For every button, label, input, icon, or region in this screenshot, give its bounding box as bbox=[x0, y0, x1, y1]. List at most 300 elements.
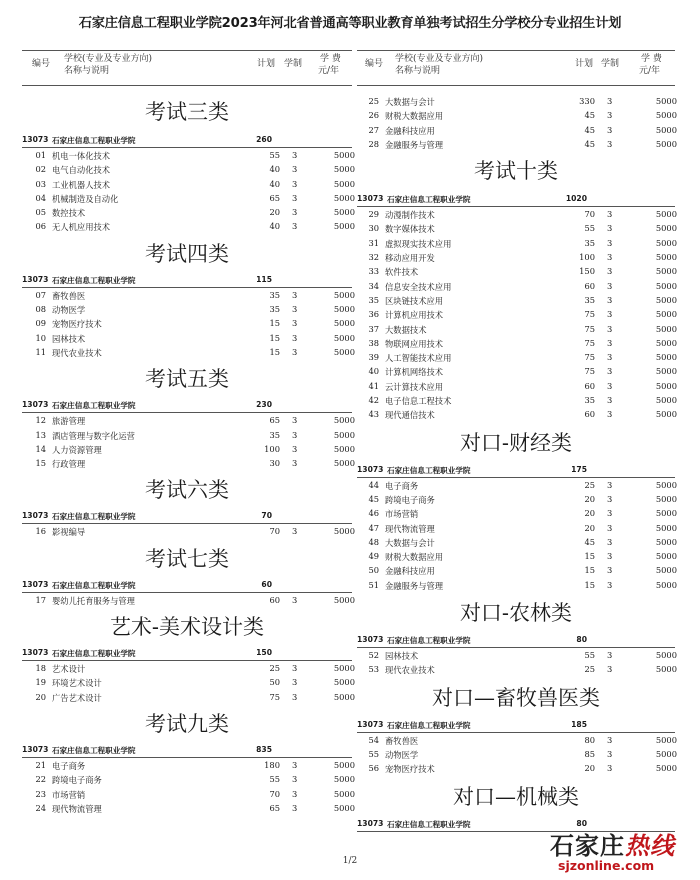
category-section bbox=[22, 543, 355, 607]
school-name: 石家庄信息工程职业学院 bbox=[52, 275, 136, 285]
row-years: 3 bbox=[607, 124, 613, 135]
row-plan: 60 bbox=[584, 380, 595, 391]
row-major-name: 大数据与会计 bbox=[385, 97, 435, 107]
row-fee: 5000 bbox=[333, 304, 355, 315]
row-number: 33 bbox=[368, 266, 379, 277]
row-number: 31 bbox=[368, 237, 379, 248]
row-fee: 5000 bbox=[655, 579, 677, 590]
table-row bbox=[22, 428, 355, 442]
row-years: 3 bbox=[607, 366, 613, 377]
category-title: 考试四类 bbox=[145, 241, 229, 266]
table-row bbox=[357, 733, 675, 747]
row-major-name: 婴幼儿托育服务与管理 bbox=[52, 595, 135, 606]
row-years: 3 bbox=[292, 594, 298, 605]
continuation-rows bbox=[357, 94, 675, 151]
category-section bbox=[22, 94, 355, 234]
row-plan: 45 bbox=[584, 536, 595, 547]
school-total: 70 bbox=[261, 511, 272, 521]
row-major-name: 动物医学 bbox=[385, 749, 419, 760]
table-row bbox=[22, 162, 355, 176]
row-years: 3 bbox=[607, 409, 613, 420]
row-plan: 180 bbox=[264, 759, 280, 770]
row-major-name: 软件技术 bbox=[385, 267, 419, 278]
row-plan: 15 bbox=[269, 332, 280, 343]
school-name: 石家庄信息工程职业学院 bbox=[52, 136, 136, 145]
row-major-name: 宠物医疗技术 bbox=[385, 764, 435, 775]
row-number: 04 bbox=[35, 192, 46, 203]
category-section bbox=[357, 681, 675, 776]
row-number: 25 bbox=[368, 96, 379, 106]
row-major-name: 人工智能技术应用 bbox=[385, 353, 452, 364]
row-years: 3 bbox=[292, 415, 298, 426]
row-plan: 70 bbox=[269, 788, 280, 799]
row-plan: 75 bbox=[584, 352, 595, 363]
school-total: 230 bbox=[256, 400, 272, 410]
row-plan: 35 bbox=[584, 237, 595, 248]
row-fee: 5000 bbox=[655, 479, 677, 490]
table-row bbox=[22, 288, 355, 302]
row-years: 3 bbox=[292, 429, 298, 440]
row-years: 3 bbox=[292, 164, 298, 175]
row-number: 40 bbox=[368, 366, 379, 377]
row-major-name: 畜牧兽医 bbox=[385, 735, 419, 746]
row-number: 41 bbox=[368, 380, 379, 391]
table-row bbox=[357, 336, 675, 350]
row-fee: 5000 bbox=[655, 309, 677, 320]
row-years: 3 bbox=[292, 304, 298, 315]
category-title: 考试十类 bbox=[474, 159, 558, 184]
school-total: 175 bbox=[571, 464, 587, 474]
school-total: 115 bbox=[256, 274, 272, 284]
row-major-name: 现代通信技术 bbox=[385, 410, 435, 421]
row-years: 3 bbox=[607, 536, 613, 547]
school-name: 石家庄信息工程职业学院 bbox=[52, 649, 136, 659]
row-major-name: 电子信息工程技术 bbox=[385, 396, 452, 407]
row-years: 3 bbox=[292, 526, 298, 537]
header-school-line2: 名称与说明 bbox=[395, 66, 441, 76]
table-row bbox=[357, 279, 675, 293]
row-fee: 5000 bbox=[333, 178, 355, 189]
school-code: 13073 bbox=[357, 194, 384, 204]
row-major-name: 金融服务与管理 bbox=[385, 139, 444, 150]
row-plan: 75 bbox=[584, 366, 595, 377]
row-major-name: 电子商务 bbox=[52, 760, 86, 771]
school-code: 13073 bbox=[357, 635, 384, 645]
row-plan: 150 bbox=[579, 266, 595, 277]
row-major-name: 工业机器人技术 bbox=[52, 179, 111, 190]
row-plan: 330 bbox=[579, 96, 595, 106]
row-major-name: 金融科技应用 bbox=[385, 566, 435, 577]
row-fee: 5000 bbox=[655, 522, 677, 533]
row-plan: 20 bbox=[584, 522, 595, 533]
row-number: 39 bbox=[368, 352, 379, 363]
row-plan: 40 bbox=[269, 164, 280, 175]
row-plan: 85 bbox=[584, 748, 595, 759]
row-years: 3 bbox=[607, 96, 613, 106]
row-number: 53 bbox=[368, 664, 379, 675]
row-years: 3 bbox=[292, 774, 298, 785]
school-name: 石家庄信息工程职业学院 bbox=[387, 465, 471, 475]
row-number: 16 bbox=[35, 526, 46, 537]
school-code: 13073 bbox=[22, 579, 49, 589]
table-row bbox=[22, 316, 355, 330]
table-header-right bbox=[357, 50, 675, 86]
row-years: 3 bbox=[607, 223, 613, 234]
row-plan: 25 bbox=[269, 663, 280, 674]
category-title: 艺术-美术设计类 bbox=[109, 615, 265, 640]
row-fee: 5000 bbox=[333, 429, 355, 440]
row-years: 3 bbox=[292, 802, 298, 813]
row-major-name: 区块链技术应用 bbox=[385, 295, 444, 306]
school-code: 13073 bbox=[22, 648, 49, 658]
row-number: 09 bbox=[35, 318, 46, 329]
row-plan: 65 bbox=[269, 415, 280, 426]
category-title: 考试九类 bbox=[145, 711, 229, 736]
row-fee: 5000 bbox=[333, 526, 355, 537]
header-years: 学制 bbox=[601, 59, 620, 69]
row-years: 3 bbox=[292, 677, 298, 688]
row-plan: 55 bbox=[584, 650, 595, 661]
table-row bbox=[357, 407, 675, 421]
row-plan: 70 bbox=[584, 209, 595, 220]
header-fee-line1: 学 费 bbox=[320, 54, 341, 64]
row-plan: 100 bbox=[579, 252, 595, 263]
row-major-name: 电子商务 bbox=[385, 480, 419, 491]
school-name: 石家庄信息工程职业学院 bbox=[52, 580, 136, 590]
table-row bbox=[22, 456, 355, 470]
row-number: 07 bbox=[35, 289, 46, 300]
table-row bbox=[357, 293, 675, 307]
row-years: 3 bbox=[607, 294, 613, 305]
table-row bbox=[357, 393, 675, 407]
row-years: 3 bbox=[292, 150, 298, 160]
right-column bbox=[357, 50, 675, 832]
school-code: 13073 bbox=[22, 400, 49, 410]
row-major-name: 行政管理 bbox=[52, 459, 86, 470]
row-fee: 5000 bbox=[655, 237, 677, 248]
row-fee: 5000 bbox=[655, 138, 677, 149]
row-number: 55 bbox=[368, 748, 379, 759]
table-header-left bbox=[22, 50, 352, 86]
row-major-name: 动漫制作技术 bbox=[385, 210, 435, 221]
row-years: 3 bbox=[607, 579, 613, 590]
row-number: 20 bbox=[35, 691, 46, 702]
row-number: 48 bbox=[368, 536, 379, 547]
row-major-name: 畜牧兽医 bbox=[52, 290, 86, 301]
table-row bbox=[357, 761, 675, 775]
category-title: 对口—畜牧兽医类 bbox=[432, 685, 600, 710]
row-number: 36 bbox=[368, 309, 379, 320]
row-major-name: 跨境电子商务 bbox=[385, 494, 435, 505]
row-major-name: 市场营销 bbox=[52, 789, 86, 800]
row-plan: 30 bbox=[269, 458, 280, 469]
row-number: 49 bbox=[368, 551, 379, 562]
table-row bbox=[357, 364, 675, 378]
row-plan: 75 bbox=[269, 691, 280, 702]
row-plan: 20 bbox=[584, 508, 595, 519]
row-years: 3 bbox=[292, 221, 298, 232]
row-fee: 5000 bbox=[655, 209, 677, 220]
row-number: 08 bbox=[35, 304, 46, 315]
table-row bbox=[357, 747, 675, 761]
table-row bbox=[22, 690, 355, 704]
row-number: 03 bbox=[35, 178, 46, 189]
row-major-name: 大数据技术 bbox=[385, 324, 427, 335]
row-number: 56 bbox=[368, 763, 379, 774]
row-fee: 5000 bbox=[655, 734, 677, 745]
category-section bbox=[22, 708, 355, 815]
row-major-name: 数控技术 bbox=[52, 208, 86, 219]
row-number: 51 bbox=[368, 579, 379, 590]
row-fee: 5000 bbox=[333, 759, 355, 770]
row-major-name: 广告艺术设计 bbox=[52, 692, 102, 703]
category-title: 考试七类 bbox=[145, 546, 229, 571]
row-major-name: 虚拟现实技术应用 bbox=[385, 238, 452, 249]
row-fee: 5000 bbox=[333, 594, 355, 605]
row-number: 35 bbox=[368, 294, 379, 305]
watermark-logo-red: 热线 bbox=[625, 832, 675, 860]
school-row bbox=[357, 719, 675, 733]
school-code: 13073 bbox=[22, 511, 49, 521]
school-total: 1020 bbox=[565, 194, 587, 204]
row-number: 17 bbox=[35, 594, 46, 605]
row-plan: 15 bbox=[584, 565, 595, 576]
row-fee: 5000 bbox=[655, 223, 677, 234]
row-plan: 60 bbox=[269, 594, 280, 605]
row-fee: 5000 bbox=[333, 691, 355, 702]
header-fee-line2: 元/年 bbox=[318, 66, 340, 76]
row-years: 3 bbox=[292, 332, 298, 343]
row-plan: 60 bbox=[584, 280, 595, 291]
row-plan: 35 bbox=[269, 429, 280, 440]
row-number: 10 bbox=[35, 332, 46, 343]
row-number: 14 bbox=[35, 443, 46, 454]
row-fee: 5000 bbox=[655, 565, 677, 576]
table-row bbox=[357, 521, 675, 535]
school-total: 80 bbox=[576, 818, 587, 828]
row-fee: 5000 bbox=[333, 788, 355, 799]
row-plan: 80 bbox=[584, 734, 595, 745]
row-fee: 5000 bbox=[655, 110, 677, 121]
row-number: 12 bbox=[35, 415, 46, 426]
row-years: 3 bbox=[607, 309, 613, 320]
row-fee: 5000 bbox=[655, 266, 677, 277]
school-row bbox=[22, 134, 352, 148]
row-fee: 5000 bbox=[655, 493, 677, 504]
row-major-name: 酒店管理与数字化运营 bbox=[52, 430, 135, 441]
school-name: 石家庄信息工程职业学院 bbox=[387, 720, 471, 730]
row-number: 18 bbox=[35, 663, 46, 674]
category-section bbox=[357, 596, 675, 677]
row-plan: 55 bbox=[269, 774, 280, 785]
row-years: 3 bbox=[607, 763, 613, 774]
school-total: 60 bbox=[261, 579, 272, 589]
row-years: 3 bbox=[292, 759, 298, 770]
category-title: 考试六类 bbox=[145, 478, 229, 503]
row-number: 42 bbox=[368, 395, 379, 406]
row-major-name: 跨境电子商务 bbox=[52, 775, 102, 786]
row-fee: 5000 bbox=[655, 124, 677, 135]
table-row bbox=[357, 648, 675, 662]
row-fee: 5000 bbox=[655, 763, 677, 774]
row-number: 54 bbox=[368, 734, 379, 745]
watermark-url: sjzonline.com bbox=[558, 858, 655, 873]
row-years: 3 bbox=[607, 110, 613, 121]
table-row bbox=[22, 345, 355, 359]
row-fee: 5000 bbox=[333, 415, 355, 426]
row-major-name: 财税大数据应用 bbox=[385, 111, 444, 122]
table-row bbox=[22, 331, 355, 345]
row-major-name: 旅游管理 bbox=[52, 416, 86, 427]
table-row bbox=[357, 264, 675, 278]
school-code: 13073 bbox=[357, 818, 384, 828]
row-major-name: 现代物流管理 bbox=[385, 523, 435, 534]
row-plan: 20 bbox=[269, 207, 280, 218]
row-years: 3 bbox=[292, 443, 298, 454]
row-fee: 5000 bbox=[333, 289, 355, 300]
row-plan: 25 bbox=[584, 479, 595, 490]
row-fee: 5000 bbox=[333, 221, 355, 232]
row-plan: 100 bbox=[264, 443, 280, 454]
row-fee: 5000 bbox=[333, 677, 355, 688]
row-plan: 20 bbox=[584, 763, 595, 774]
table-row bbox=[357, 322, 675, 336]
row-major-name: 机械制造及自动化 bbox=[52, 193, 119, 204]
row-number: 01 bbox=[35, 150, 46, 160]
header-no: 编号 bbox=[32, 59, 51, 69]
row-plan: 25 bbox=[584, 664, 595, 675]
row-number: 37 bbox=[368, 323, 379, 334]
row-plan: 65 bbox=[269, 192, 280, 203]
school-row bbox=[22, 744, 352, 758]
row-fee: 5000 bbox=[655, 280, 677, 291]
table-row bbox=[357, 492, 675, 506]
table-row bbox=[22, 219, 355, 233]
row-plan: 75 bbox=[584, 323, 595, 334]
row-number: 23 bbox=[35, 788, 46, 799]
row-number: 11 bbox=[35, 346, 46, 357]
row-years: 3 bbox=[607, 252, 613, 263]
school-name: 石家庄信息工程职业学院 bbox=[387, 636, 471, 646]
row-number: 44 bbox=[368, 479, 379, 490]
table-row bbox=[22, 801, 355, 815]
category-title: 对口—机械类 bbox=[453, 784, 579, 809]
row-major-name: 数字媒体技术 bbox=[385, 224, 435, 235]
row-plan: 15 bbox=[269, 346, 280, 357]
row-number: 50 bbox=[368, 565, 379, 576]
right-body bbox=[357, 94, 675, 832]
table-row bbox=[357, 662, 675, 676]
row-years: 3 bbox=[607, 280, 613, 291]
row-plan: 15 bbox=[269, 318, 280, 329]
row-number: 45 bbox=[368, 493, 379, 504]
row-years: 3 bbox=[292, 691, 298, 702]
row-fee: 5000 bbox=[655, 96, 677, 106]
table-row bbox=[22, 205, 355, 219]
table-row bbox=[357, 123, 675, 137]
table-row bbox=[357, 478, 675, 492]
school-row bbox=[22, 399, 352, 413]
school-row bbox=[22, 647, 352, 661]
row-number: 27 bbox=[368, 124, 379, 135]
table-row bbox=[357, 535, 675, 549]
category-section bbox=[357, 426, 675, 592]
row-plan: 65 bbox=[269, 802, 280, 813]
row-major-name: 计算机网络技术 bbox=[385, 367, 444, 378]
category-title: 对口-财经类 bbox=[459, 430, 573, 455]
row-fee: 5000 bbox=[655, 337, 677, 348]
row-fee: 5000 bbox=[655, 664, 677, 675]
school-total: 835 bbox=[256, 744, 272, 754]
school-row bbox=[357, 634, 675, 648]
row-fee: 5000 bbox=[655, 536, 677, 547]
table-row bbox=[357, 94, 675, 108]
row-major-name: 物联网应用技术 bbox=[385, 338, 444, 349]
row-number: 46 bbox=[368, 508, 379, 519]
row-fee: 5000 bbox=[655, 252, 677, 263]
category-section bbox=[22, 611, 355, 704]
row-number: 02 bbox=[35, 164, 46, 175]
row-fee: 5000 bbox=[655, 395, 677, 406]
row-plan: 45 bbox=[584, 138, 595, 149]
row-number: 06 bbox=[35, 221, 46, 232]
row-fee: 5000 bbox=[655, 650, 677, 661]
category-section bbox=[357, 780, 675, 832]
row-number: 19 bbox=[35, 677, 46, 688]
table-row bbox=[357, 350, 675, 364]
table-row bbox=[22, 442, 355, 456]
row-plan: 40 bbox=[269, 221, 280, 232]
row-number: 38 bbox=[368, 337, 379, 348]
school-row bbox=[22, 274, 352, 288]
row-plan: 40 bbox=[269, 178, 280, 189]
row-fee: 5000 bbox=[333, 663, 355, 674]
watermark-logo-dark: 石家庄 bbox=[550, 832, 625, 860]
row-major-name: 宠物医疗技术 bbox=[52, 319, 102, 330]
page-number: 1/2 bbox=[342, 856, 358, 866]
row-years: 3 bbox=[607, 748, 613, 759]
row-fee: 5000 bbox=[655, 551, 677, 562]
table-row bbox=[22, 302, 355, 316]
row-major-name: 艺术设计 bbox=[52, 664, 86, 675]
row-fee: 5000 bbox=[655, 294, 677, 305]
table-row bbox=[357, 549, 675, 563]
row-number: 24 bbox=[35, 802, 46, 813]
school-row bbox=[357, 464, 675, 478]
row-years: 3 bbox=[292, 192, 298, 203]
row-years: 3 bbox=[607, 551, 613, 562]
category-section bbox=[22, 363, 355, 470]
row-plan: 55 bbox=[584, 223, 595, 234]
table-row bbox=[357, 563, 675, 577]
row-years: 3 bbox=[607, 138, 613, 149]
row-years: 3 bbox=[292, 289, 298, 300]
header-fee-line2: 元/年 bbox=[639, 66, 661, 76]
row-fee: 5000 bbox=[333, 443, 355, 454]
row-number: 32 bbox=[368, 252, 379, 263]
row-number: 26 bbox=[368, 110, 379, 121]
school-name: 石家庄信息工程职业学院 bbox=[387, 819, 471, 829]
row-fee: 5000 bbox=[333, 458, 355, 469]
row-years: 3 bbox=[607, 209, 613, 220]
table-row bbox=[357, 221, 675, 235]
header-school-line2: 名称与说明 bbox=[64, 66, 110, 76]
row-years: 3 bbox=[292, 207, 298, 218]
row-number: 30 bbox=[368, 223, 379, 234]
row-major-name: 影视编导 bbox=[52, 527, 86, 538]
table-row bbox=[22, 148, 355, 162]
left-body bbox=[22, 94, 355, 815]
